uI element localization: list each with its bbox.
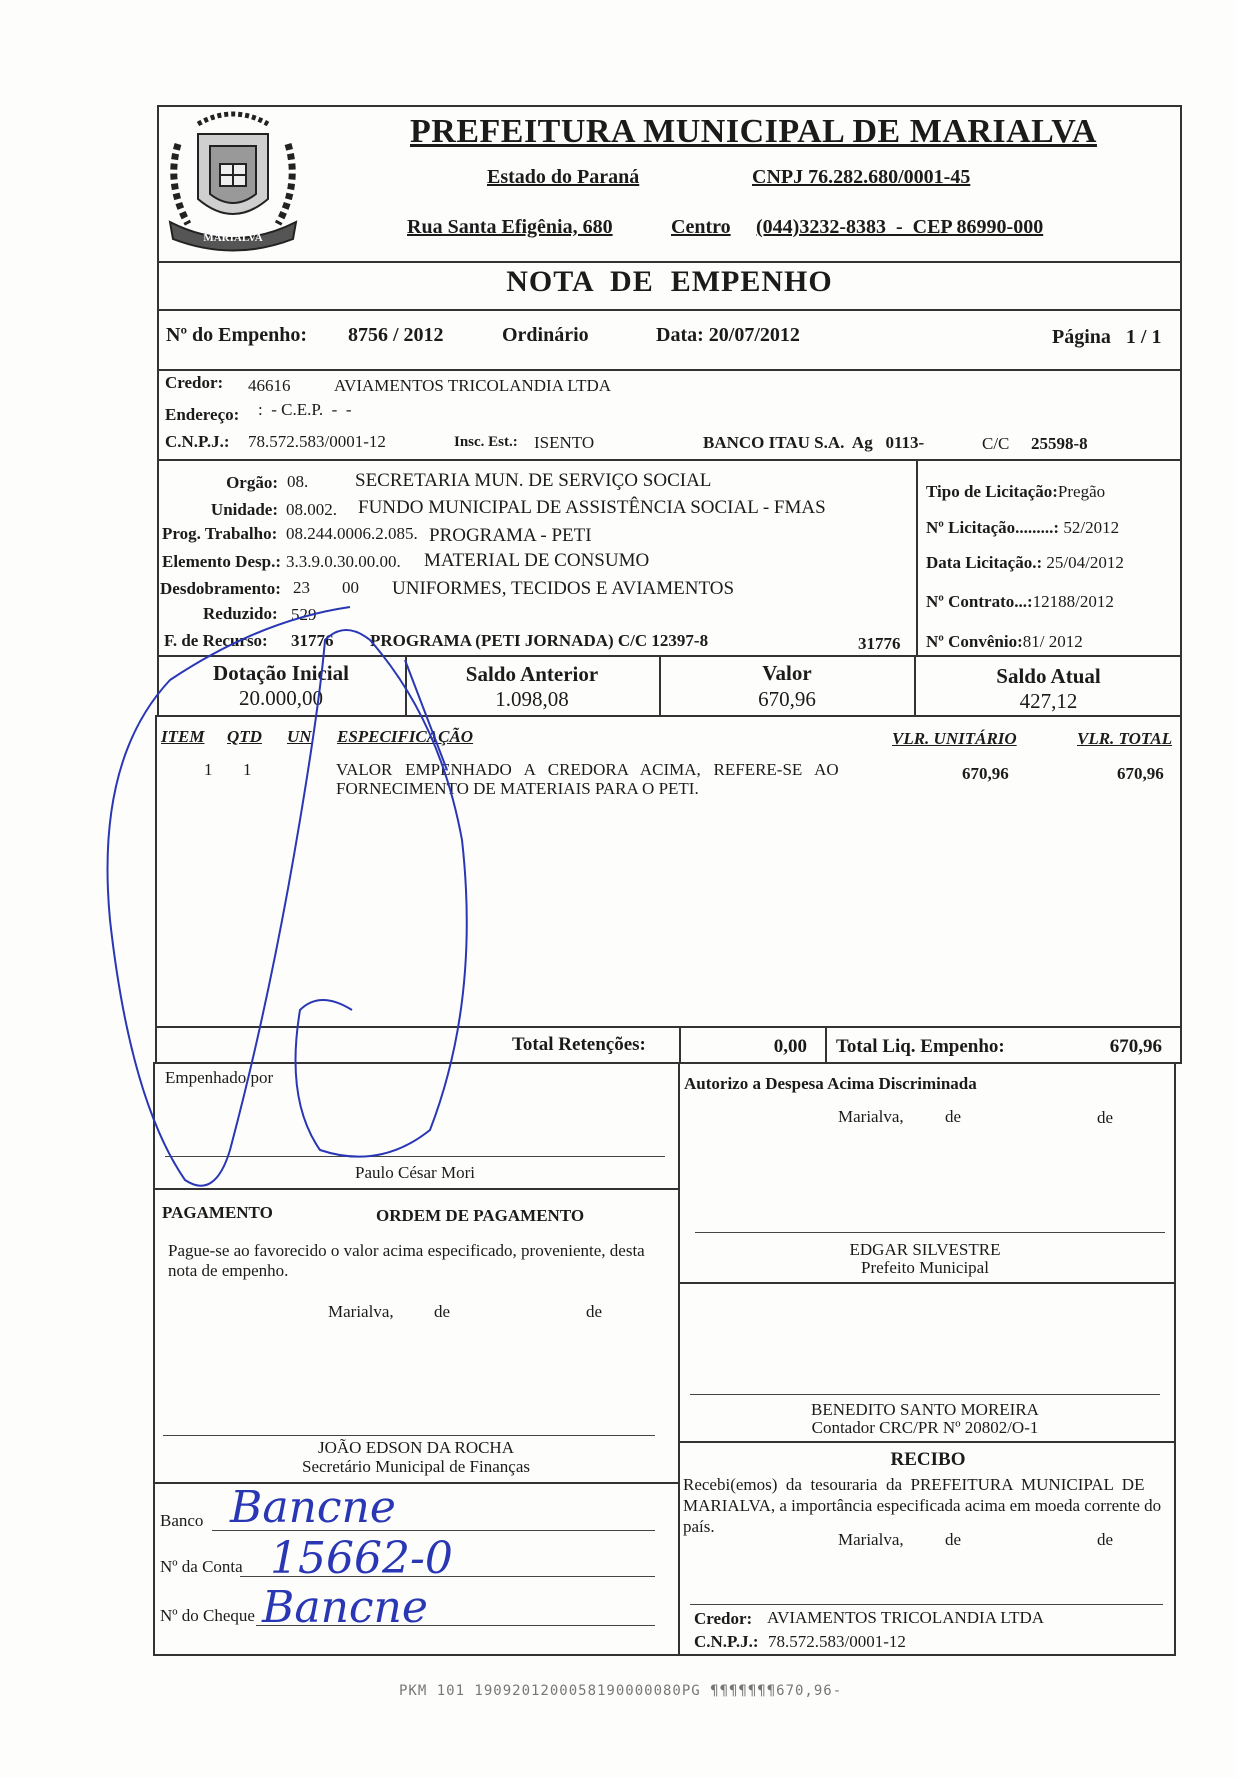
- header-qtd: QTD: [227, 727, 262, 746]
- phone-cep: (044)3232-8383 - CEP 86990-000: [756, 216, 1044, 238]
- item-number: 1: [204, 760, 213, 779]
- autorizo-label: Autorizo a Despesa Acima Discriminada: [684, 1074, 977, 1093]
- desdobramento-sub: 00: [342, 578, 359, 597]
- saldo-atual-label: Saldo Atual: [996, 664, 1101, 688]
- recibo-city: Marialva,: [838, 1530, 904, 1549]
- recibo-text-line-1: Recebi(emos) da tesouraria da PREFEITURA MUNICIPAL DE: [683, 1475, 1145, 1494]
- numero-convenio-value: 81/ 2012: [1022, 632, 1083, 651]
- tipo-licitacao-value: Pregão: [1057, 482, 1106, 501]
- numero-contrato-label: Nº Contrato...:: [926, 592, 1033, 611]
- totals-divider-2: [825, 1027, 827, 1063]
- state-name: Estado do Paraná: [487, 166, 640, 188]
- recibo-signature-line: [690, 1604, 1163, 1605]
- secretario-name: JOÃO EDSON DA ROCHA: [318, 1438, 514, 1457]
- item-unit-value: 670,96: [962, 764, 1009, 783]
- orgao-label: Orgão:: [226, 473, 278, 492]
- header-unit-value: VLR. UNITÁRIO: [892, 729, 1017, 748]
- contador-name: BENEDITO SANTO MOREIRA: [811, 1400, 1039, 1419]
- elemento-label: Elemento Desp.:: [162, 552, 281, 571]
- cheque-label: Nº do Cheque: [160, 1606, 255, 1625]
- saldo-atual-value: 427,12: [1019, 689, 1078, 713]
- fonte-label: F. de Recurso:: [164, 631, 268, 650]
- prog-label: Prog. Trabalho:: [162, 524, 278, 543]
- insc-value: ISENTO: [534, 433, 595, 452]
- fonte-code-2: 31776: [858, 634, 901, 653]
- licitacao-divider: [916, 460, 918, 656]
- empenhado-por-name: Paulo César Mori: [355, 1163, 475, 1182]
- total-retencoes-label: Total Retenções:: [512, 1034, 646, 1055]
- orgao-code: 08.: [287, 472, 309, 491]
- page-number: Página 1 / 1: [1052, 326, 1162, 348]
- footer-machine-code: PKM 101 1909201200058190000080PG ¶¶¶¶¶¶¶670,96-: [399, 1683, 843, 1699]
- numero-convenio-label: Nº Convênio:: [926, 632, 1023, 651]
- credor-name: AVIAMENTOS TRICOLANDIA LTDA: [334, 376, 612, 395]
- reduzido-label: Reduzido:: [203, 604, 278, 623]
- empenho-number: 8756 / 2012: [348, 324, 444, 346]
- fonte-name: PROGRAMA (PETI JORNADA) C/C 12397-8: [370, 631, 709, 650]
- district: Centro: [671, 216, 731, 238]
- prog-code: 08.244.0006.2.085.: [286, 524, 418, 543]
- empenho-type: Ordinário: [502, 324, 589, 346]
- pagamento-de-1: de: [434, 1302, 451, 1321]
- pagamento-city: Marialva,: [328, 1302, 394, 1321]
- numero-contrato: [926, 592, 1114, 612]
- contador-signature-line: [690, 1394, 1160, 1395]
- empenhado-bottom-border: [154, 1188, 679, 1190]
- elemento-code: 3.3.9.0.30.00.00.: [286, 552, 401, 571]
- recibo-text-line-3: país.: [683, 1517, 715, 1536]
- coat-of-arms-emblem: [158, 104, 308, 256]
- bank-info: BANCO ITAU S.A. Ag 0113-: [703, 433, 925, 452]
- empenho-date: Data: 20/07/2012: [656, 324, 800, 346]
- pagamento-label: PAGAMENTO: [162, 1203, 273, 1222]
- credor-code: 46616: [248, 376, 291, 395]
- insc-label: Insc. Est.:: [454, 434, 518, 450]
- contador-bottom-border: [679, 1441, 1175, 1443]
- numero-licitacao-value: 52/2012: [1063, 518, 1120, 537]
- autorizo-de-1: de: [945, 1107, 962, 1126]
- unidade-name: FUNDO MUNICIPAL DE ASSISTÊNCIA SOCIAL - FMAS: [358, 497, 826, 518]
- totals-divider-1: [679, 1027, 681, 1063]
- cc-label: C/C: [982, 434, 1010, 453]
- valor-value: 670,96: [758, 687, 816, 711]
- saldo-anterior-label: Saldo Anterior: [465, 662, 599, 686]
- empenhado-signature-line: [165, 1156, 665, 1157]
- prefeito-signature-line: [695, 1232, 1165, 1233]
- total-liquido-label: Total Liq. Empenho:: [836, 1036, 1005, 1057]
- recibo-cnpj-value: 78.572.583/0001-12: [768, 1632, 906, 1651]
- empenhado-por-label: Empenhado por: [165, 1068, 274, 1087]
- recibo-de-1: de: [945, 1530, 962, 1549]
- tipo-licitacao-label: Tipo de Licitação:: [926, 482, 1058, 501]
- street-address: Rua Santa Efigênia, 680: [407, 216, 613, 238]
- prog-name: PROGRAMA - PETI: [429, 525, 592, 546]
- recibo-cnpj-label: C.N.P.J.:: [694, 1632, 759, 1651]
- contador-role: Contador CRC/PR Nº 20802/O-1: [811, 1418, 1039, 1437]
- prefeito-name: EDGAR SILVESTRE: [849, 1240, 1001, 1259]
- empenho-number-label: Nº do Empenho:: [166, 324, 308, 346]
- document-title: NOTA DE EMPENHO: [506, 265, 833, 298]
- address-label: Endereço:: [165, 405, 240, 424]
- data-licitacao-label: Data Licitação.:: [926, 553, 1043, 572]
- address-value: : - C.E.P. - -: [258, 400, 352, 419]
- secretario-signature-line: [163, 1435, 655, 1436]
- recibo-title: RECIBO: [890, 1449, 966, 1470]
- recibo-text-line-2: MARIALVA, a importância especificada acima em moeda corrente do: [683, 1496, 1162, 1515]
- municipality-cnpj: CNPJ 76.282.680/0001-45: [752, 166, 971, 188]
- cheque-handwriting: Bancne: [262, 1582, 428, 1633]
- seal-text: MARIALVA: [203, 232, 263, 244]
- numero-convenio: [926, 632, 1083, 652]
- unidade-code: 08.002.: [286, 500, 337, 519]
- header-espec: ESPECIFICAÇÃO: [337, 727, 474, 746]
- totals-frame: [155, 1026, 1182, 1064]
- orgao-name: SECRETARIA MUN. DE SERVIÇO SOCIAL: [355, 470, 712, 491]
- desdobramento-label: Desdobramento:: [160, 579, 281, 598]
- lower-divider: [678, 1063, 680, 1655]
- data-licitacao-value: 25/04/2012: [1046, 553, 1124, 572]
- recibo-de-2: de: [1097, 1530, 1114, 1549]
- credor-label: Credor:: [165, 373, 224, 392]
- recibo-credor-value: AVIAMENTOS TRICOLANDIA LTDA: [767, 1608, 1045, 1627]
- banco-label: Banco: [160, 1511, 204, 1530]
- reduzido-value: 529: [291, 605, 317, 624]
- numero-licitacao: [926, 518, 1119, 538]
- desdobramento-code: 23: [293, 578, 310, 597]
- recibo-credor-label: Credor:: [694, 1609, 753, 1628]
- saldo-anterior-value: 1.098,08: [495, 687, 569, 711]
- desdobramento-name: UNIFORMES, TECIDOS E AVIAMENTOS: [392, 578, 735, 599]
- elemento-name: MATERIAL DE CONSUMO: [424, 550, 650, 571]
- item-total-value: 670,96: [1117, 764, 1164, 783]
- secretario-role: Secretário Municipal de Finanças: [301, 1457, 530, 1476]
- header-total-value: VLR. TOTAL: [1077, 729, 1173, 748]
- tipo-licitacao: [926, 482, 1105, 502]
- item-description-line-2: FORNECIMENTO DE MATERIAIS PARA O PETI.: [336, 779, 699, 798]
- numero-contrato-value: 12188/2012: [1032, 592, 1114, 611]
- conta-label: Nº da Conta: [160, 1557, 243, 1576]
- total-liquido-value: 670,96: [1109, 1036, 1162, 1057]
- header-un: UN: [287, 727, 312, 746]
- banco-handwriting: Bancne: [230, 1482, 396, 1533]
- cc-value: 25598-8: [1031, 434, 1088, 453]
- item-qty: 1: [243, 760, 252, 779]
- municipality-title: PREFEITURA MUNICIPAL DE MARIALVA: [410, 113, 1097, 150]
- valor-label: Valor: [762, 661, 812, 685]
- prefeito-role: Prefeito Municipal: [861, 1258, 989, 1277]
- autorizo-de-2: de: [1097, 1108, 1114, 1127]
- dotacao-inicial-label: Dotação Inicial: [213, 661, 349, 685]
- item-description-line-1: VALOR EMPENHADO A CREDORA ACIMA, REFERE-SE AO: [336, 760, 839, 779]
- data-licitacao: [926, 553, 1124, 573]
- prefeito-bottom-border: [679, 1282, 1175, 1284]
- unidade-label: Unidade:: [210, 500, 278, 519]
- total-retencoes-value: 0,00: [773, 1036, 807, 1057]
- credor-cnpj: 78.572.583/0001-12: [248, 432, 386, 451]
- pagamento-text-line-1: Pague-se ao favorecido o valor acima especificado, proveniente, desta: [168, 1241, 645, 1260]
- header-item: ITEM: [161, 727, 205, 746]
- pagamento-text-line-2: nota de empenho.: [168, 1261, 289, 1280]
- fonte-code: 31776: [291, 631, 334, 650]
- pagamento-de-2: de: [586, 1302, 603, 1321]
- numero-licitacao-label: Nº Licitação.........:: [926, 518, 1060, 537]
- ordem-pagamento-label: ORDEM DE PAGAMENTO: [376, 1206, 585, 1225]
- conta-handwriting: 15662-0: [270, 1533, 453, 1584]
- credor-cnpj-label: C.N.P.J.:: [165, 432, 230, 451]
- dotacao-inicial-value: 20.000,00: [239, 686, 323, 710]
- autorizo-city: Marialva,: [838, 1107, 904, 1126]
